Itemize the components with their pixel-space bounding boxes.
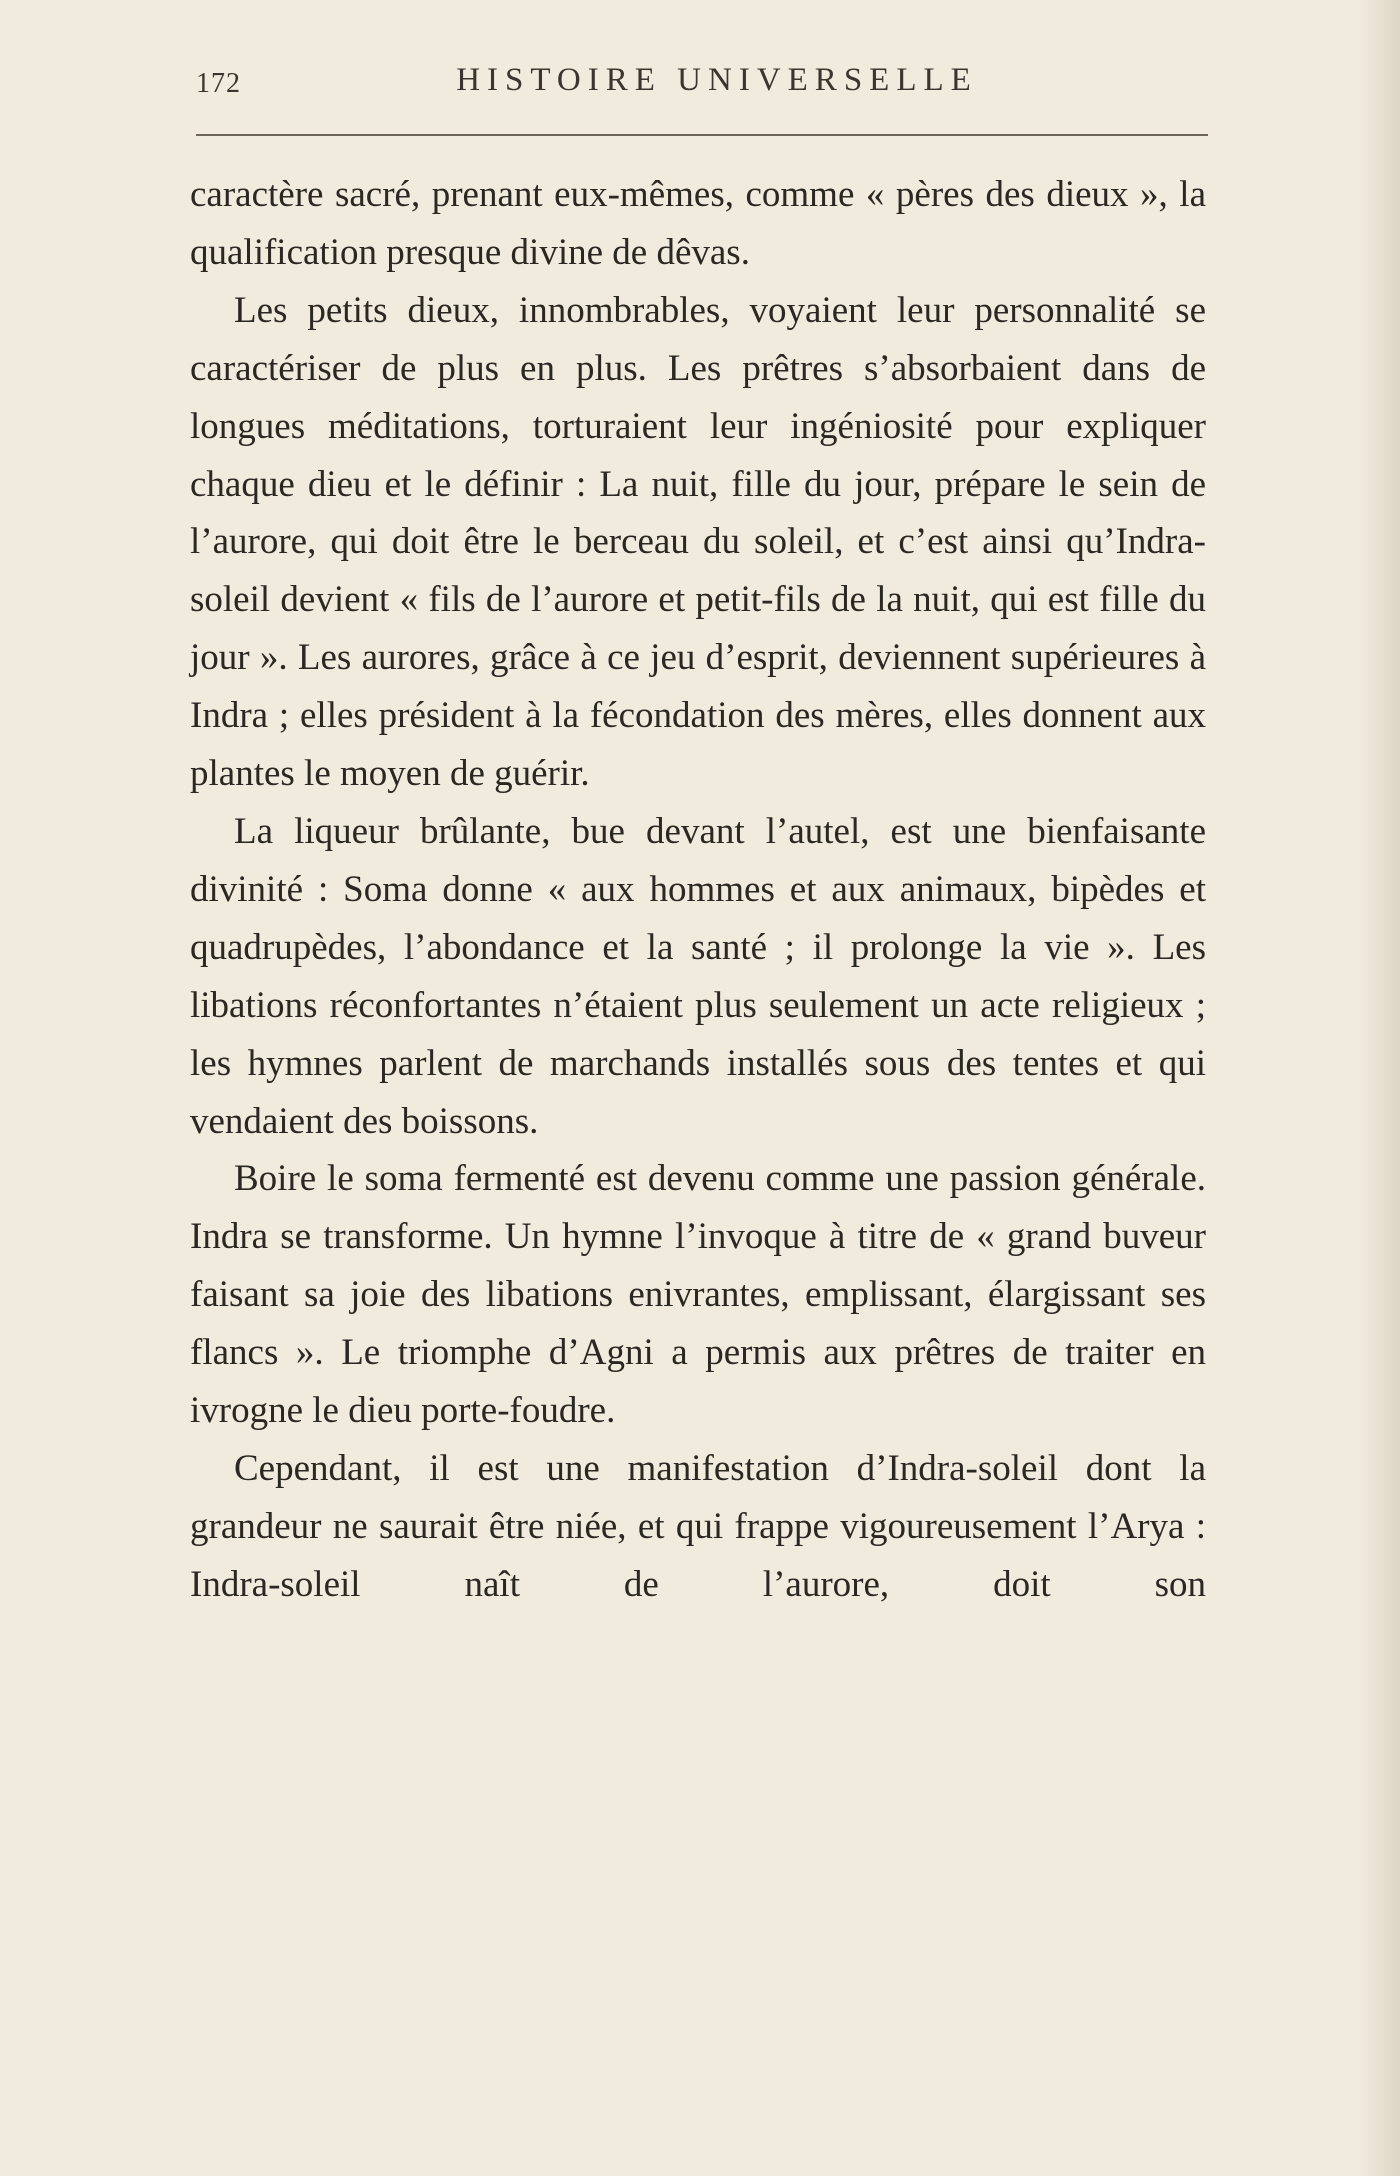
page-header <box>196 62 1208 112</box>
page-number: 172 <box>196 68 241 99</box>
paragraph-3: La liqueur brûlante, bue devant l’autel, est une bienfaisante divinité : Soma donne « aux hommes et aux animaux, bipèdes et quadrupèdes, l’abondance et la santé ; il prolonge la vie ». Les libations réconfortantes n’étaient plus seulement un acte religieux ; les hymnes parlent de marchands installés sous des tentes et qui vendaient des boissons. <box>190 810 1206 1142</box>
paragraph-5: Cependant, il est une manifestation d’Indra-soleil dont la grandeur ne saurait être niée, et qui frappe vigoureusement l’Arya : Indra-soleil naît de l’aurore, doit son <box>190 1447 1206 1605</box>
paragraph-2: Les petits dieux, innombrables, voyaient leur personnalité se caractériser de plus en plus. Les prêtres s’absorbaient dans de longues méditations, torturaient leur ingéniosité pour expliquer chaque dieu et le définir : La nuit, fille du jour, prépare le sein de l’aurore, qui doit être le berceau du soleil, et c’est ainsi qu’Indra-soleil devient « fils de l’aurore et petit-fils de la nuit, qui est fille du jour ». Les aurores, grâce à ce jeu d’esprit, deviennent supérieures à Indra ; elles président à la fécondation des mères, elles donnent aux plantes le moyen de guérir. <box>190 289 1206 795</box>
running-title: HISTOIRE UNIVERSELLE <box>456 62 978 98</box>
page-edge-shadow <box>1360 0 1400 2176</box>
header-rule <box>196 134 1208 136</box>
paragraph-4: Boire le soma fermenté est devenu comme une passion générale. Indra se transforme. Un hymne l’invoque à titre de « grand buveur faisant sa joie des libations enivrantes, emplissant, élargissant ses flancs ». Le triomphe d’Agni a permis aux prêtres de traiter en ivrogne le dieu porte-foudre. <box>190 1158 1206 1432</box>
paragraph-1: caractère sacré, prenant eux-mêmes, comme « pères des dieux », la qualification presque divine de dêvas. <box>190 174 1206 273</box>
body-text <box>190 166 1206 1614</box>
